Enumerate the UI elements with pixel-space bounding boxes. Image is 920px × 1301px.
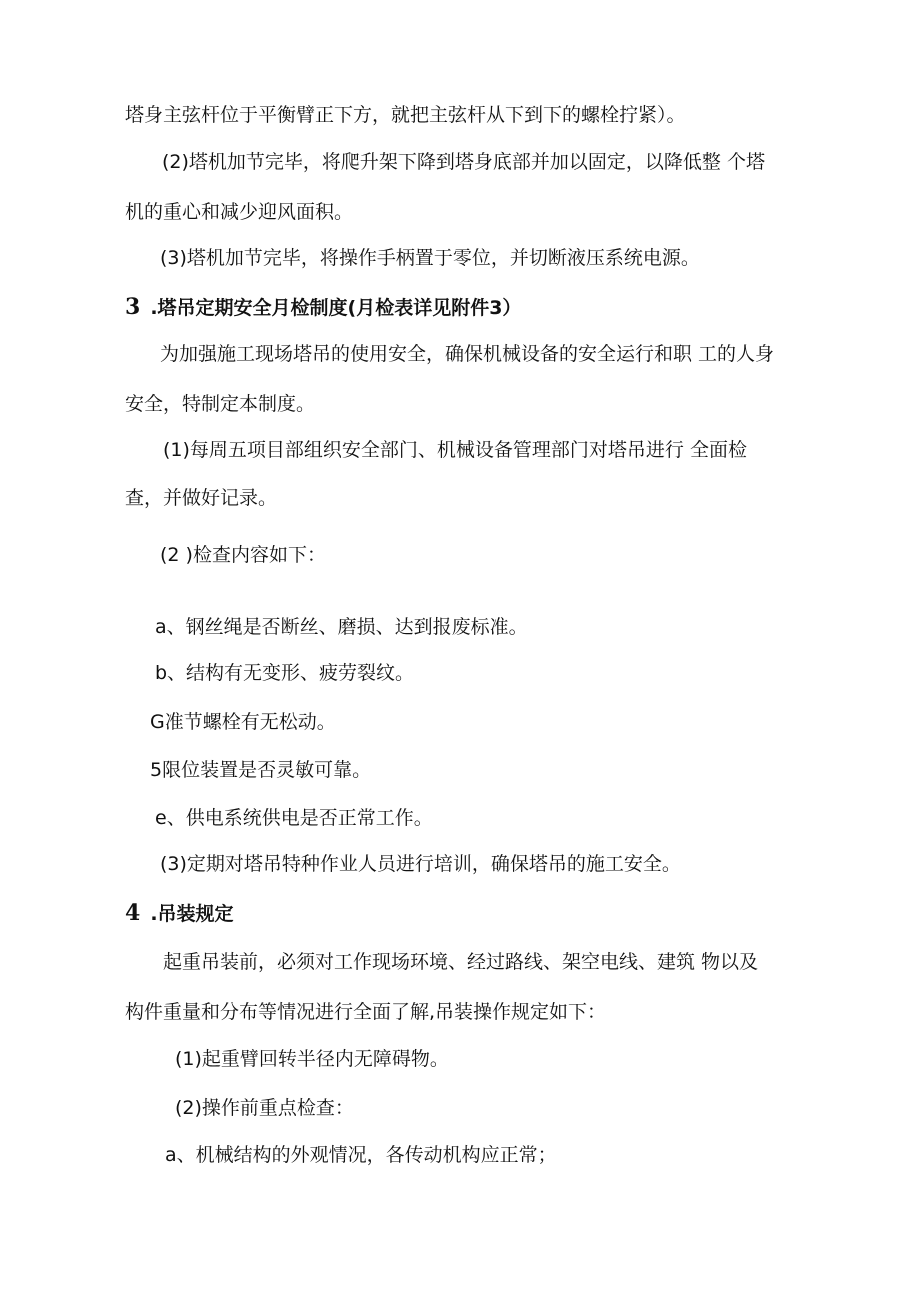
paragraph-line: 塔身主弦杆位于平衡臂正下方，就把主弦杆从下到下的螺栓拧紧）。 [125,104,686,126]
paragraph-line: 起重吊装前，必须对工作现场环境、经过路线、架空电线、建筑 物以及 [163,951,759,973]
paragraph-line: 构件重量和分布等情况进行全面了解,吊装操作规定如下： [125,1001,607,1023]
section-title: .塔吊定期安全月检制度(月检表详见附件3） [150,297,522,319]
section-number: 4 [125,900,141,926]
paragraph-line: (2)操作前重点检查： [175,1097,354,1119]
list-item: b、结构有无变形、疲劳裂纹。 [155,662,415,684]
list-item: a、钢丝绳是否断丝、磨损、达到报废标准。 [155,616,528,638]
paragraph-line: (3)塔机加节完毕，将操作手柄置于零位，并切断液压系统电源。 [160,247,700,269]
section-4-heading [125,900,234,927]
paragraph-line: 为加强施工现场塔吊的使用安全，确保机械设备的安全运行和职 工的人身 [160,343,775,365]
paragraph-line: 机的重心和减少迎风面积。 [125,201,354,223]
paragraph-line: (2 )检查内容如下： [160,544,326,566]
paragraph-line: (1)起重臂回转半径内无障碍物。 [175,1048,449,1070]
list-item: e、供电系统供电是否正常工作。 [155,807,433,829]
section-3-heading [125,294,521,321]
paragraph-line: 安全，特制定本制度。 [125,393,316,415]
list-item: 5限位装置是否灵敏可靠。 [150,759,372,781]
paragraph-line: 查，并做好记录。 [125,487,278,509]
section-title: .吊装规定 [150,903,234,925]
list-item: G准节螺栓有无松动。 [150,711,336,733]
section-number: 3 [125,294,141,320]
paragraph-line: (1)每周五项目部组织安全部门、机械设备管理部门对塔吊进行 全面检 [163,439,747,461]
paragraph-line: (2)塔机加节完毕，将爬升架下降到塔身底部并加以固定，以降低整 个塔 [162,151,765,173]
paragraph-line: (3)定期对塔吊特种作业人员进行培训，确保塔吊的施工安全。 [160,853,681,875]
list-item: a、机械结构的外观情况，各传动机构应正常； [165,1144,557,1166]
